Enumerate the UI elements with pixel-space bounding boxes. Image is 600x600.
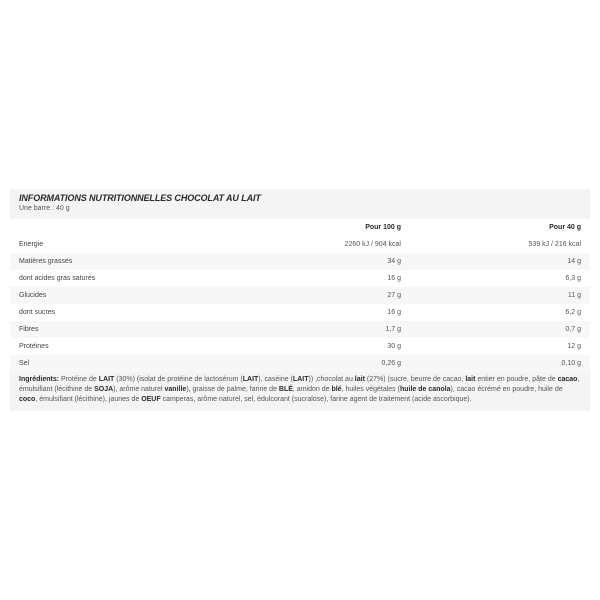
value-per-40g: 6,3 g — [565, 275, 581, 282]
table-row — [10, 321, 590, 338]
value-per-100g: 30 g — [387, 343, 401, 350]
ingredients-text — [10, 372, 590, 411]
serving-size: Une barre : 40 g — [19, 205, 70, 212]
nutrient-label: dont sucres — [19, 309, 56, 316]
value-per-100g: 16 g — [387, 309, 401, 316]
allergen-highlight: vanille — [164, 386, 187, 393]
nutrition-table — [10, 219, 590, 372]
nutrient-label: Matières grasses — [10, 253, 210, 270]
allergen-highlight: lait — [354, 376, 365, 383]
value-per-100g: 1,7 g — [210, 321, 410, 338]
table-row — [10, 304, 590, 321]
nutrition-title: INFORMATIONS NUTRITIONNELLES CHOCOLAT AU LAIT — [19, 193, 261, 203]
allergen-highlight: LAIT — [242, 376, 259, 383]
allergen-highlight: cacao — [557, 376, 578, 383]
table-row — [10, 355, 590, 372]
column-header-nutrient — [10, 219, 210, 236]
allergen-highlight: blé — [331, 386, 342, 393]
allergen-highlight: LAIT — [98, 376, 115, 383]
allergen-highlight: coco — [19, 396, 36, 403]
nutrition-panel — [10, 189, 590, 411]
ingredient-text: Protéine de — [59, 376, 99, 383]
allergen-highlight: SOJA — [94, 386, 114, 393]
value-per-40g: 0,10 g — [410, 355, 590, 372]
ingredient-text: ), cacao écrémé en poudre, huile de — [450, 386, 563, 393]
ingredient-text: (27%) (sucre, beurre de cacao, — [364, 376, 466, 383]
value-per-100g: 27 g — [210, 287, 410, 304]
nutrient-label: Fibres — [10, 321, 210, 338]
ingredient-text: (30%) (isolat de protéine de lactosérum ( — [114, 376, 243, 383]
ingredient-text: ), arôme naturel — [113, 386, 165, 393]
value-per-40g: 14 g — [410, 253, 590, 270]
ingredient-text: , émulsifiant (lécithine de — [19, 376, 580, 393]
nutrient-label: Energie — [19, 241, 44, 248]
nutrient-label: dont acides gras saturés — [19, 275, 96, 282]
table-header-row — [10, 219, 590, 236]
value-per-100g: 0,26 g — [210, 355, 410, 372]
nutrient-label: Glucides — [10, 287, 210, 304]
ingredient-text: , émulsifiant (lécithine), jaunes de — [35, 396, 142, 403]
ingredient-text: camperas, arôme naturel, sel, édulcorant (sucralose), farine agent de traitement (acide ascorbique). — [160, 396, 472, 403]
value-per-40g: 6,2 g — [565, 309, 581, 316]
value-per-40g: 0,7 g — [410, 321, 590, 338]
table-row — [10, 236, 590, 253]
nutrient-label: Sel — [10, 355, 210, 372]
table-row — [10, 253, 590, 270]
allergen-highlight: OEUF — [141, 396, 161, 403]
ingredient-text: ), graisse de palme, farine de — [186, 386, 279, 393]
ingredient-text: ), caséine ( — [258, 376, 293, 383]
value-per-100g: 2260 kJ / 904 kcal — [344, 241, 401, 248]
nutrient-label: Protéines — [19, 343, 49, 350]
column-header-per-40g: Pour 40 g — [549, 224, 581, 231]
table-row — [10, 270, 590, 287]
table-row — [10, 338, 590, 355]
allergen-highlight: LAIT — [292, 376, 309, 383]
value-per-40g: 11 g — [410, 287, 590, 304]
allergen-highlight: BLÉ — [278, 386, 293, 393]
ingredient-text: entier en poudre, pâte de — [475, 376, 558, 383]
allergen-highlight: huile de canola — [399, 386, 451, 393]
table-row — [10, 287, 590, 304]
column-header-per-100g: Pour 100 g — [365, 224, 401, 231]
nutrition-header — [10, 189, 590, 219]
ingredient-text: )) ,chocolat au — [308, 376, 355, 383]
ingredient-text: , huiles végétales ( — [341, 386, 400, 393]
ingredient-text: , amidon de — [292, 386, 332, 393]
value-per-40g: 539 kJ / 216 kcal — [528, 241, 581, 248]
ingredients-label: Ingrédients: — [19, 376, 60, 383]
value-per-100g: 34 g — [210, 253, 410, 270]
allergen-highlight: lait — [465, 376, 476, 383]
value-per-100g: 16 g — [387, 275, 401, 282]
value-per-40g: 12 g — [567, 343, 581, 350]
